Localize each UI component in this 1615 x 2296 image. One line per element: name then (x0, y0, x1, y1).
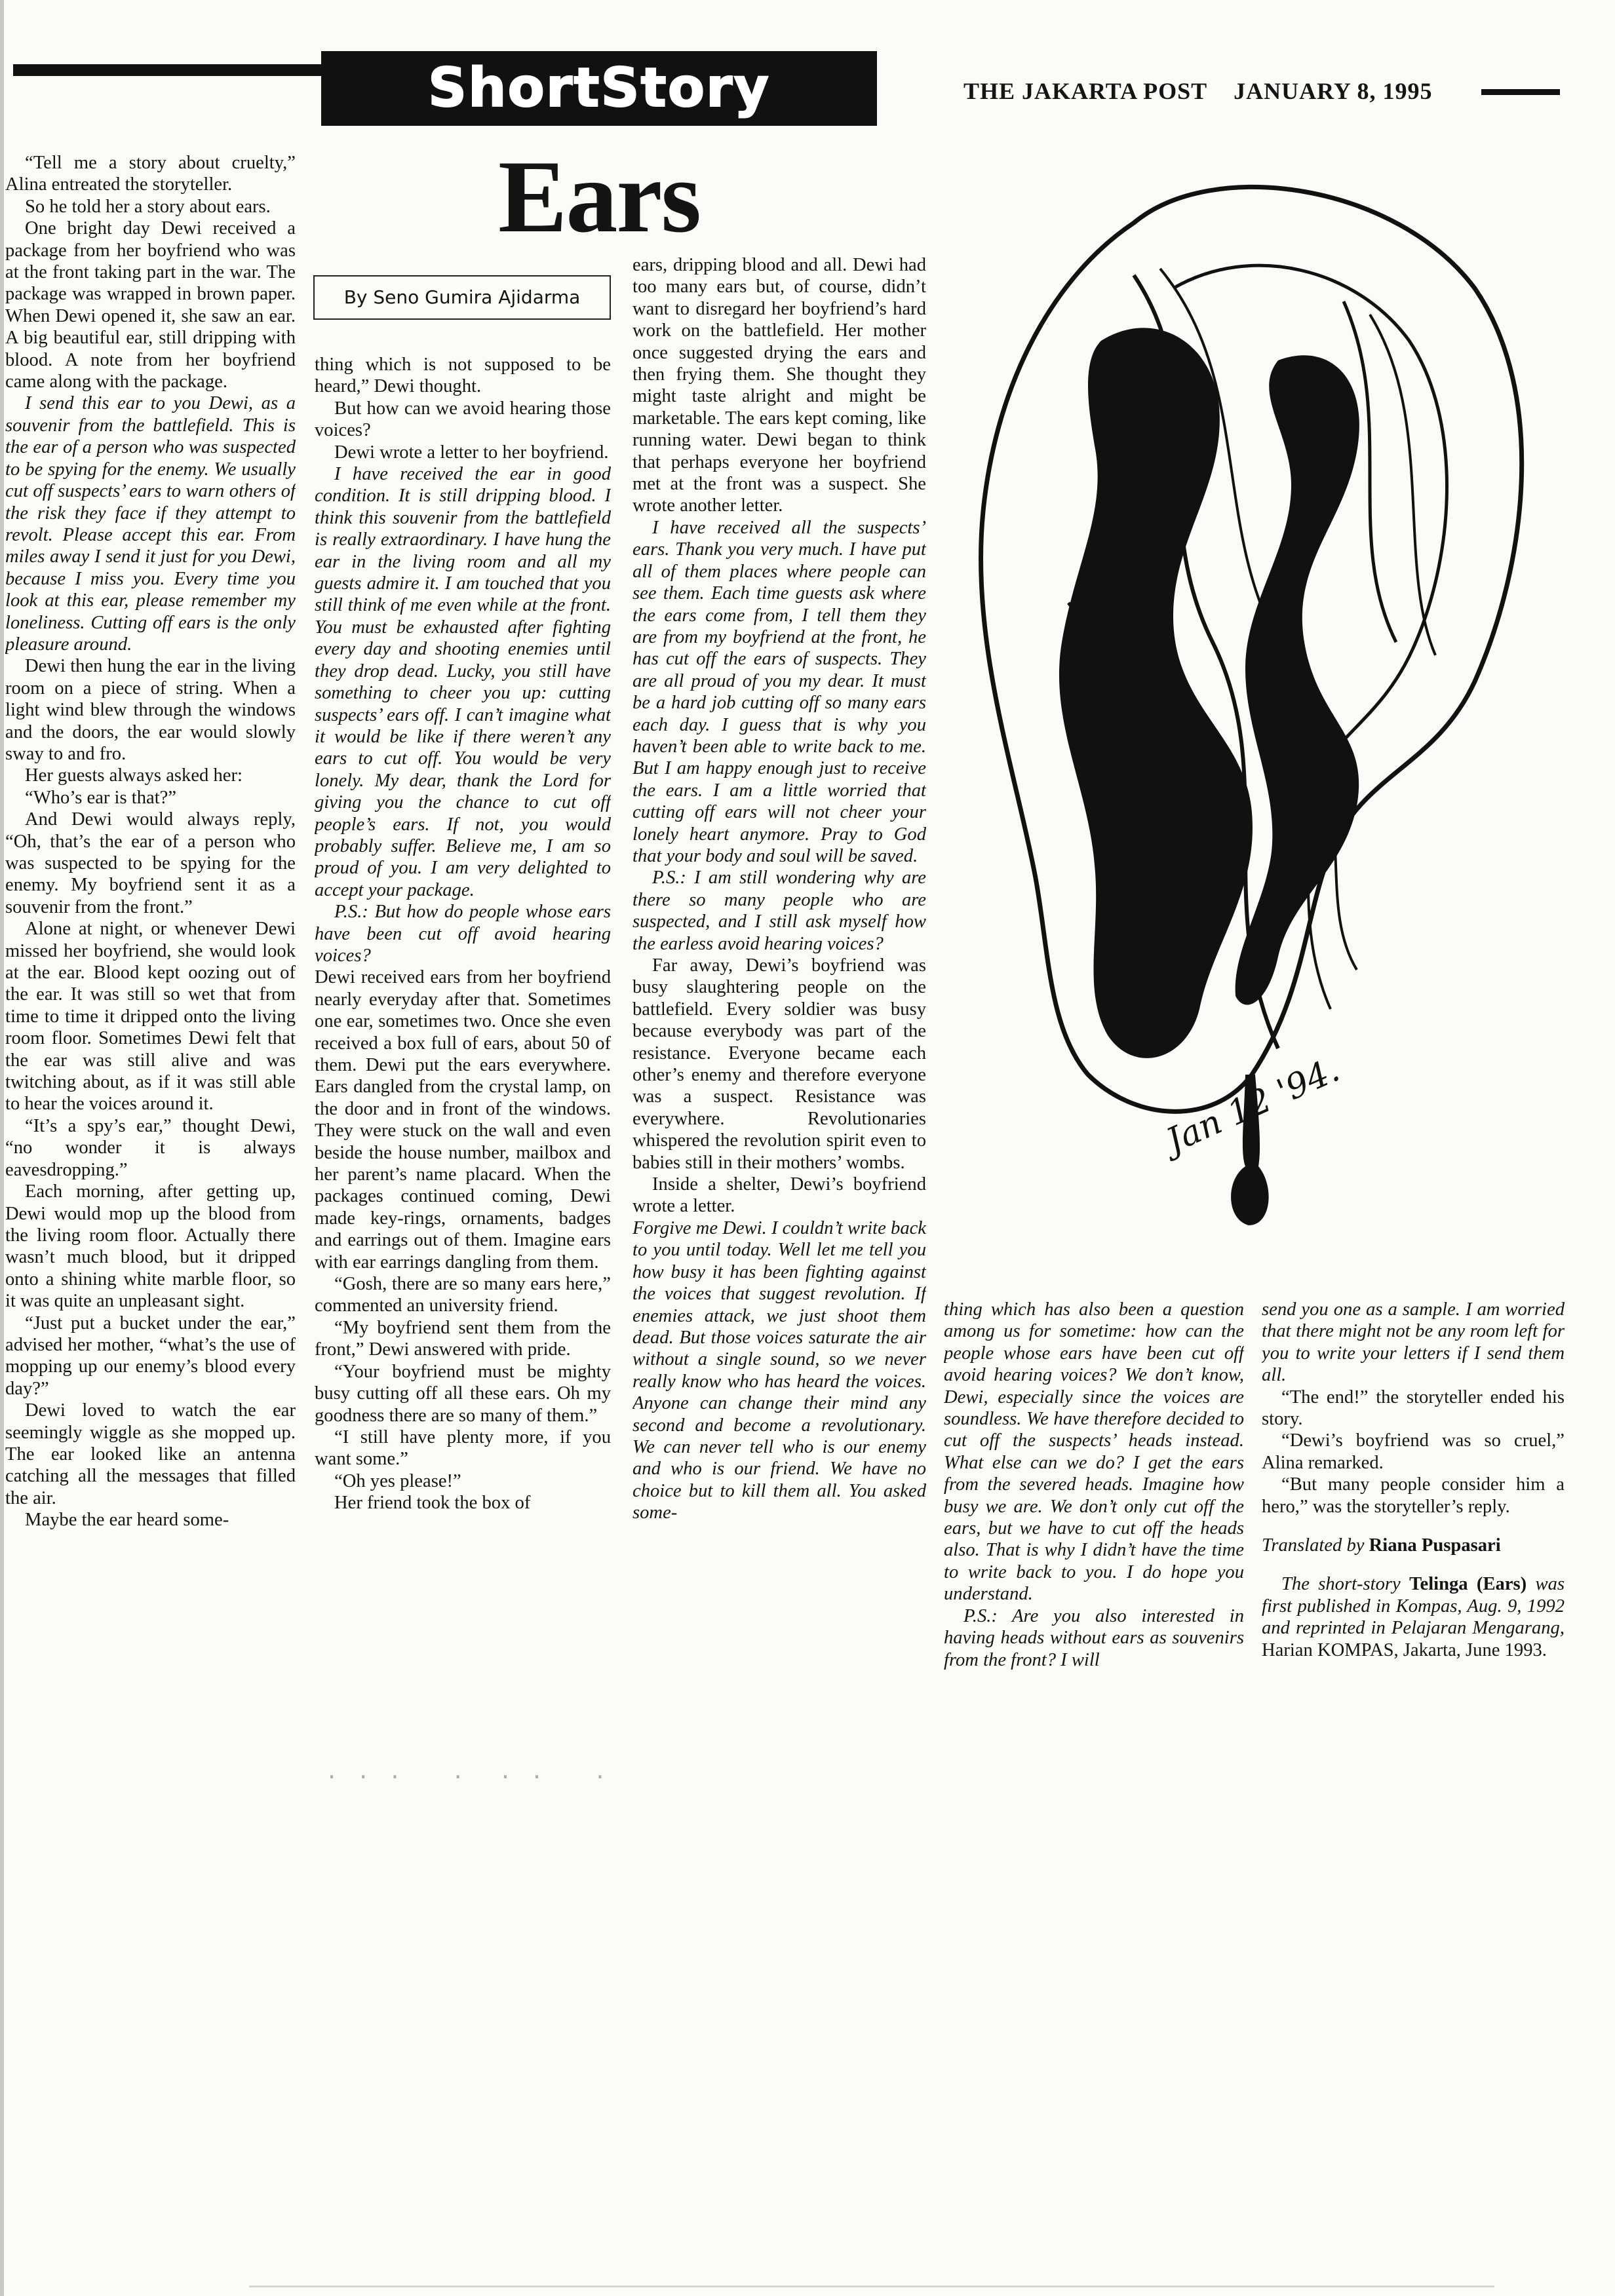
section-rule-left (13, 64, 321, 76)
story-paragraph: P.S.: But how do people whose ears have been cut off avoid hearing voices? (315, 902, 611, 966)
story-paragraph: I have received all the suspects’ ears. Thank you very much. I have put all of them places where people can see them. Each time guests ask where the ears come from, I tell them they are from my boyfriend at the front, he has cut off the ears of suspects. They are all proud of you my dear. It must be a hard job cutting off so many ears each day. I guess that is why you haven’t been able to write back to me. But I am happy enough just to receive the ears. I am a little worried that cutting off ears will not cheer your lonely heart anymore. Pray to God that your body and soul will be saved. (632, 517, 926, 866)
story-paragraph: “Who’s ear is that?” (25, 787, 177, 808)
story-paragraph: “Gosh, there are so many ears here,” commented an university friend. (315, 1274, 611, 1316)
column-2 (315, 354, 611, 1704)
story-paragraph: Maybe the ear heard some- (25, 1510, 229, 1531)
publication-date: JANUARY 8, 1995 (1234, 78, 1433, 104)
story-paragraph: “But many people consider him a hero,” was the storyteller’s reply. (1262, 1474, 1565, 1517)
story-paragraph: thing which is not supposed to be heard,” Dewi thought. (315, 354, 611, 397)
story-paragraph: I send this ear to you Dewi, as a souvenir from the battlefield. This is the ear of a person who was suspected to be spying for the enemy. We usually cut off suspects’ ears to warn others of the risk they face if they attempt to revolt. Please accept this ear. From miles away I send it just for you Dewi, because I miss you. Every time you look at this ear, please remember my loneliness. Cutting off ears is the only pleasure around. (5, 393, 296, 655)
story-paragraph: P.S.: Are you also interested in having heads without ears as souvenirs from the front? I will (944, 1605, 1244, 1670)
column-3 (632, 254, 926, 1704)
story-paragraph: ears, dripping blood and all. Dewi had too many ears but, of course, didn’t want to disregard her boyfriend’s hard work on the battlefield. Her mother once suggested drying the ears and then frying them. She thought they might taste alright and might be marketable. The ears kept coming, like running water. Dewi began to think that perhaps everyone her boyfriend met at the front was a suspect. She wrote another letter. (632, 255, 926, 516)
masthead-rule (1481, 89, 1560, 95)
column-1 (5, 152, 296, 1700)
translator-credit: Translated by Riana Puspasari (1262, 1535, 1501, 1556)
bleeding-ear-drawing-icon (937, 144, 1566, 1258)
publication-name: THE JAKARTA POST (963, 78, 1208, 104)
story-paragraph: Far away, Dewi’s boyfriend was busy slaughtering people on the battlefield. Every soldier was busy because everybody was part of the resistance. Everyone became each other’s enemy and therefore everyone was a suspect. Resistance was everywhere. Revolutionaries whispered the revolution spirit even to babies still in their mothers’ wombs. (632, 955, 926, 1173)
story-paragraph: But how can we avoid hearing those voices? (315, 398, 611, 441)
artist-signature: Jan 12 '94. (1160, 1050, 1346, 1161)
section-label-text: ShortStory (428, 57, 770, 119)
masthead (963, 77, 1433, 105)
story-paragraph: “Just put a bucket under the ear,” advised her mother, “what’s the use of mopping up our enemy’s blood every day?” (5, 1312, 296, 1399)
ear-ink-mass (1059, 328, 1253, 1058)
story-paragraph: So he told her a story about ears. (25, 196, 271, 217)
story-paragraph: One bright day Dewi received a package from her boyfriend who was at the front taking part in the war. The package was wrapped in brown paper. When Dewi opened it, she saw an ear. A big beautiful ear, still dripping with blood. A note from her boyfriend came along with the package. (5, 218, 296, 392)
story-paragraph: Alone at night, or whenever Dewi missed her boyfriend, she would look at the ear. Blood kept oozing out of the ear. It was still so wet that from time to time it dripped onto the living room floor. Sometimes Dewi felt that the ear was still alive and was twitching about, as if it was still able to hear the voices around it. (5, 919, 296, 1115)
story-paragraph: Inside a shelter, Dewi’s boyfriend wrote a letter. (632, 1174, 926, 1217)
story-paragraph: “My boyfriend sent them from the front,” Dewi answered with pride. (315, 1317, 611, 1360)
story-paragraph: “It’s a spy’s ear,” thought Dewi, “no wonder it is always eavesdropping.” (5, 1115, 296, 1180)
story-paragraph: “Tell me a story about cruelty,” Alina entreated the storyteller. (5, 153, 296, 195)
story-paragraph: And Dewi would always reply, “Oh, that’s the ear of a person who was suspected to be spying for the enemy. My boyfriend sent it as a souvenir from the front.” (5, 809, 296, 917)
story-paragraph: Her guests always asked her: (25, 765, 243, 786)
page-bottom-edge (249, 2286, 1494, 2287)
story-paragraph: “The end!” the storyteller ended his story. (1262, 1387, 1565, 1430)
section-label (321, 51, 877, 126)
story-paragraph: P.S.: I am still wondering why are there so many people who are suspected, and I still ask myself how the earless avoid hearing voices? (632, 868, 926, 954)
story-paragraph: Dewi received ears from her boyfriend nearly everyday after that. Sometimes one ear, sometimes two. Once she even received a box full of ears, about 50 of them. Dewi put the ears everywhere. Ears dangled from the crystal lamp, on the door and in front of the windows. They were stuck on the wall and even beside the house number, mailbox and her parent’s name placard. When the packages continued coming, Dewi made key-rings, ornaments, badges and earrings out of them. Imagine ears with ear earrings dangling from them. (315, 967, 611, 1272)
story-paragraph: Dewi then hung the ear in the living room on a piece of string. When a light wind blew through the windows and the doors, the ear would slowly sway to and fro. (5, 656, 296, 764)
print-smudge: · · · · · · · (328, 1763, 612, 1791)
story-paragraph: “Your boyfriend must be mighty busy cutting off all these ears. Oh my goodness there are so many of them.” (315, 1361, 611, 1426)
column-5 (1262, 1299, 1565, 1705)
story-paragraph: “Dewi’s boyfriend was so cruel,” Alina remarked. (1262, 1430, 1565, 1473)
story-paragraph: “I still have plenty more, if you want some.” (315, 1426, 611, 1470)
story-paragraph: Dewi loved to watch the ear seemingly wiggle as she mopped up. The ear looked like an antenna catching all the messages that filled the air. (5, 1400, 296, 1508)
story-paragraph: I have received the ear in good condition. It is still dripping blood. I think this souvenir from the battlefield is really extraordinary. I have hung the ear in the living room and all my guests admire it. I am touched that you still think of me even while at the front. You must be exhausted after fighting every day and shooting enemies until they drop dead. Lucky, you still have something to cheer you up: cutting suspects’ ears off. I can’t imagine what it would be like if there weren’t any ears to cut off. You would be very lonely. My dear, thank the Lord for giving you the chance to cut off people’s ears. If not, you would probably suffer. Believe me, I am so proud of you. I am very delighted to accept your package. (315, 464, 611, 900)
story-paragraph: “Oh yes please!” (334, 1470, 461, 1491)
story-paragraph: send you one as a sample. I am worried that there might not be any room left for you to write your letters if I send them all. (1262, 1299, 1565, 1386)
story-paragraph: Each morning, after getting up, Dewi would mop up the blood from the living room floor. Actually there wasn’t much blood, but it dripped onto a shining white marble floor, so it was quite an unpleasant sight. (5, 1181, 296, 1312)
ear-ink-band (1236, 355, 1359, 1004)
story-paragraph: Her friend took the box of (334, 1493, 531, 1514)
story-paragraph: thing which has also been a question among us for sometime: how can the people whose ears have been cut off avoid hearing voices? We don’t know, Dewi, especially since the voices are soundless. We have therefore decided to cut off the suspects’ heads instead. What else can we do? I get the ears from the severed heads. Imagine how busy we are. We don’t only cut off the ears, but we have to cut off the heads also. That is why I didn’t have the time to write back to you. I do hope you understand. (944, 1299, 1244, 1605)
column-5-body (1262, 1299, 1565, 1518)
byline: By Seno Gumira Ajidarma (313, 275, 611, 320)
story-title: Ears (498, 140, 700, 254)
story-paragraph: Forgive me Dewi. I couldn’t write back to you until today. Well let me tell you how busy it has been fighting against the voices that suggest revolution. If enemies attack, we just shoot them dead. But those voices saturate the air without a single sound, so we never really know who has heard the voices. Anyone can change their mind any second and become a revolutionary. We can never tell who is our enemy and who is our friend. We have no choice but to kill them all. You asked some- (632, 1217, 926, 1523)
column-4 (944, 1299, 1244, 1705)
story-paragraph: Dewi wrote a letter to her boyfriend. (334, 442, 609, 463)
publication-note: The short-story Telinga (Ears) was first published in Kompas, Aug. 9, 1992 and reprinted in Pelajaran Mengarang, Harian KOMPAS, Jakarta, June 1993. (1262, 1574, 1565, 1660)
page-edge (0, 0, 4, 2296)
